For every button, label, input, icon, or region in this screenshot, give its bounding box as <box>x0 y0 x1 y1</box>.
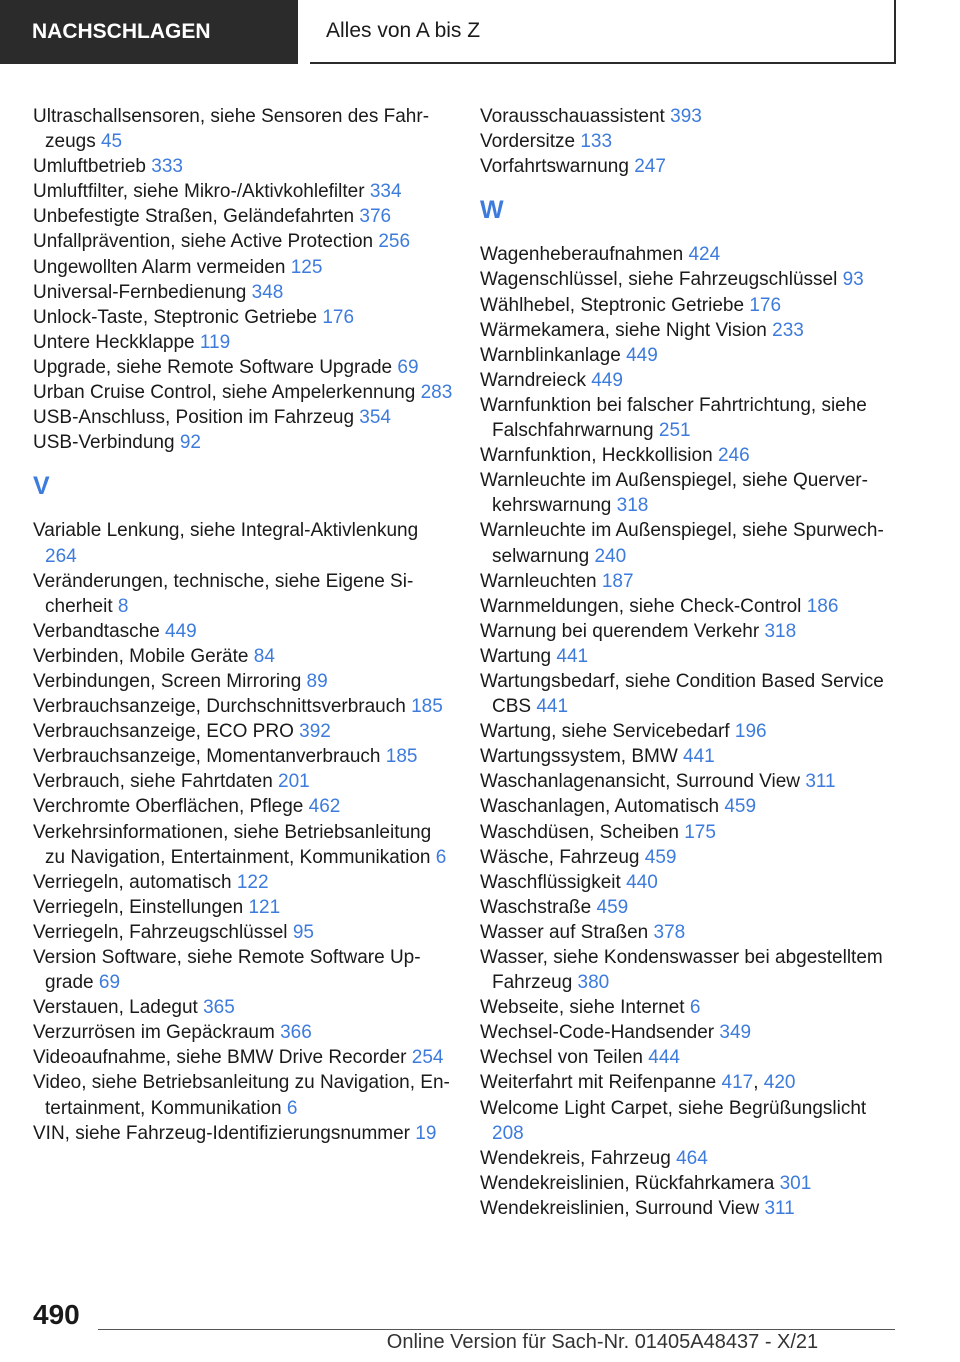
page-reference-link[interactable]: 365 <box>203 997 235 1019</box>
index-entry-text: Variable Lenkung, siehe Integral-Aktivlenkung <box>33 520 419 542</box>
page-reference-link[interactable]: 175 <box>684 821 716 843</box>
page-reference-link[interactable]: 196 <box>734 721 767 743</box>
index-entry <box>33 330 453 355</box>
page-reference-link[interactable]: 444 <box>648 1047 680 1069</box>
page-reference-link[interactable]: 440 <box>626 871 658 893</box>
page-reference-link[interactable]: 122 <box>236 871 269 893</box>
index-entry <box>33 518 453 568</box>
section-tab <box>0 0 298 64</box>
page-reference-link[interactable]: 45 <box>100 131 123 153</box>
index-entry <box>33 1070 453 1120</box>
index-entry <box>33 644 453 669</box>
page-reference-link[interactable]: 6 <box>435 846 447 868</box>
index-entry <box>33 870 453 895</box>
page-reference-link[interactable]: 449 <box>591 369 623 391</box>
page-reference-link[interactable]: 69 <box>397 356 419 378</box>
index-entry <box>33 229 453 254</box>
index-entry-text: Video, siehe Betriebsanleitung zu Navigation, Entertainment, Kommunikation <box>33 1072 450 1119</box>
index-entry-text: Untere Heckklappe <box>33 331 200 353</box>
index-entry <box>480 644 900 669</box>
page-reference-link[interactable]: 376 <box>359 206 392 228</box>
index-entry-text: Warnleuchte im Außenspiegel, siehe Spurwechselwarnung <box>480 520 884 567</box>
index-entry <box>33 920 453 945</box>
index-entry-text: Waschflüssigkeit <box>480 871 627 893</box>
page-reference-link[interactable]: 441 <box>536 696 569 718</box>
index-entry <box>33 619 453 644</box>
index-entry-text: Wendekreis, Fahrzeug <box>480 1147 677 1169</box>
page-reference-link[interactable]: 333 <box>151 156 183 178</box>
index-entry-text: Umluftbetrieb <box>33 156 152 178</box>
page-reference-link[interactable]: 89 <box>306 670 328 692</box>
index-entry <box>33 305 453 330</box>
index-column-right <box>480 104 900 1221</box>
index-entry-text: Wartungsbedarf, siehe Condition Based Service CBS <box>480 670 884 718</box>
index-letter-heading: V <box>33 472 50 501</box>
index-entry-text: Vordersitze <box>480 131 581 153</box>
index-entry-text: Verchromte Oberflächen, Pflege <box>33 796 309 818</box>
page-reference-link[interactable]: 176 <box>322 306 355 328</box>
page-reference-link[interactable]: 69 <box>98 972 121 994</box>
page-reference-link[interactable]: 449 <box>165 620 197 642</box>
index-entry <box>33 769 453 794</box>
page-reference-link[interactable]: 459 <box>596 896 629 918</box>
index-entry <box>33 280 453 305</box>
index-entry-text: Wendekreislinien, Rückfahrkamera <box>480 1172 780 1194</box>
index-entry-text: Waschstraße <box>480 896 597 918</box>
page-reference-link[interactable]: 349 <box>719 1022 752 1044</box>
index-entry-text: Veränderungen, technische, siehe Eigene Sicherheit <box>33 570 414 617</box>
page-reference-link[interactable]: 93 <box>842 269 864 291</box>
page-reference-link[interactable]: 185 <box>385 746 418 768</box>
page-reference-link[interactable]: 392 <box>299 721 331 743</box>
page-reference-link[interactable]: 420 <box>763 1072 796 1094</box>
index-entry <box>33 255 453 280</box>
index-entry <box>33 794 453 819</box>
index-entry-text: Ungewollten Alarm vermeiden <box>33 256 291 278</box>
page-separator: , <box>753 1072 764 1094</box>
index-entry <box>33 1020 453 1045</box>
index-entry-text: Vorfahrtswarnung <box>480 156 635 178</box>
page-reference-link[interactable]: 6 <box>286 1097 298 1119</box>
page-reference-link[interactable]: 6 <box>689 997 701 1019</box>
index-entry <box>33 154 453 179</box>
page-reference-link[interactable]: 256 <box>378 231 411 253</box>
index-entry <box>480 820 900 845</box>
index-entry-text: USB-Verbindung <box>33 432 180 454</box>
index-entry-text: Urban Cruise Control, siehe Ampelerkennung <box>33 382 421 404</box>
index-entry-text: Version Software, siehe Remote Software Upgrade <box>33 947 421 994</box>
index-entry <box>480 267 900 292</box>
page-reference-link[interactable]: 283 <box>420 382 453 404</box>
index-entry-text: Verbrauch, siehe Fahrtdaten <box>33 771 279 793</box>
index-entry-text: Weiterfahrt mit Reifenpanne <box>480 1072 722 1094</box>
page-reference-link[interactable]: 417 <box>721 1072 754 1094</box>
index-entry-text: Warnleuchte im Außenspiegel, siehe Querverkehrswarnung <box>480 470 868 517</box>
index-entry-text: Warndreieck <box>480 369 592 391</box>
index-entry-text: Verbrauchsanzeige, ECO PRO <box>33 721 300 743</box>
index-entry <box>480 518 900 568</box>
page-reference-link[interactable]: 354 <box>359 407 391 429</box>
index-entry <box>480 293 900 318</box>
index-entry <box>480 895 900 920</box>
page-number: 490 <box>33 1299 80 1330</box>
index-entry <box>480 104 900 129</box>
footer-online-version: Online Version für Sach-Nr. 01405A48437 - X/21 <box>386 1331 819 1353</box>
header-title-text: Alles von A bis Z <box>326 19 481 42</box>
index-entry <box>480 945 900 995</box>
page-reference-link[interactable]: 240 <box>594 545 627 567</box>
page-reference-link[interactable]: 464 <box>676 1147 708 1169</box>
index-entry-text: USB-Anschluss, Position im Fahrzeug <box>33 407 360 429</box>
page-reference-link[interactable]: 380 <box>577 972 610 994</box>
index-entry <box>480 129 900 154</box>
index-entry <box>33 1121 453 1146</box>
index-entry-text: Wasser, siehe Kondenswasser bei abgestelltem Fahrzeug <box>480 947 883 994</box>
page-reference-link[interactable]: 95 <box>292 921 314 943</box>
index-entry <box>480 1045 900 1070</box>
index-entry <box>480 744 900 769</box>
index-entry-text: Wagenschlüssel, siehe Fahrzeugschlüssel <box>480 269 843 291</box>
index-entry-text: Welcome Light Carpet, siehe Begrüßungslicht <box>480 1097 867 1119</box>
index-entry <box>480 594 900 619</box>
index-entry-text: Wäsche, Fahrzeug <box>480 846 645 868</box>
index-entry-text: Warnblinkanlage <box>480 344 627 366</box>
index-entry <box>33 204 453 229</box>
page-reference-link[interactable]: 84 <box>253 645 275 667</box>
index-entry <box>33 1045 453 1070</box>
index-entry-text: Warnmeldungen, siehe Check-Control <box>480 595 807 617</box>
page-reference-link[interactable]: 254 <box>411 1047 444 1069</box>
index-entry-text: Wechsel-Code-Handsender <box>480 1022 720 1044</box>
page-header-title <box>310 0 896 64</box>
index-entry <box>33 694 453 719</box>
footer-divider <box>98 1329 895 1330</box>
index-entry <box>33 179 453 204</box>
index-entry <box>480 154 900 179</box>
index-entry <box>480 845 900 870</box>
index-entry-text: Wagenheberaufnahmen <box>480 244 689 266</box>
index-entry <box>480 1146 900 1171</box>
index-entry <box>480 468 900 518</box>
page-reference-link[interactable]: 121 <box>248 896 281 918</box>
section-label: NACHSCHLAGEN <box>32 20 211 43</box>
index-entry <box>480 569 900 594</box>
page-reference-link[interactable]: 264 <box>45 545 77 567</box>
index-entry <box>480 1096 900 1146</box>
index-entry <box>480 1171 900 1196</box>
index-entry-text: Verriegeln, Einstellungen <box>33 896 249 918</box>
index-entry-text: Warnfunktion bei falscher Fahrtrichtung, siehe Falschfahrwarnung <box>480 394 867 442</box>
index-entry <box>480 669 900 719</box>
index-letter-heading: W <box>480 196 504 225</box>
index-entry <box>480 920 900 945</box>
page-reference-link[interactable]: 176 <box>749 294 782 316</box>
page-reference-link[interactable]: 393 <box>670 106 702 127</box>
index-entry-text: Wählhebel, Steptronic Getriebe <box>480 294 750 316</box>
page-reference-link[interactable]: 449 <box>626 344 658 366</box>
index-entry <box>480 1196 900 1221</box>
index-entry-text: Wartung <box>480 645 557 667</box>
index-entry <box>33 569 453 619</box>
page-reference-link[interactable]: 201 <box>278 771 310 793</box>
index-entry <box>480 769 900 794</box>
index-entry <box>480 719 900 744</box>
page-reference-link[interactable]: 133 <box>580 131 613 153</box>
index-entry-text: Universal-Fernbedienung <box>33 281 252 303</box>
index-entry <box>33 719 453 744</box>
index-entry-text: Verbrauchsanzeige, Durchschnittsverbrauch <box>33 696 412 718</box>
page-reference-link[interactable]: 348 <box>251 281 284 303</box>
page-reference-link[interactable]: 311 <box>764 1197 795 1219</box>
index-entry <box>33 104 453 154</box>
index-entry-text: Umluftfilter, siehe Mikro-/Aktivkohlefilter <box>33 181 370 203</box>
index-entry-text: VIN, siehe Fahrzeug-Identifizierungsnummer <box>33 1122 416 1144</box>
page-reference-link[interactable]: 8 <box>117 595 129 617</box>
index-entry-text: Wendekreislinien, Surround View <box>480 1197 765 1219</box>
index-entry-text: Verbandtasche <box>33 620 166 642</box>
page-reference-link[interactable]: 92 <box>179 432 201 454</box>
page-reference-link[interactable]: 366 <box>280 1022 312 1044</box>
index-entry-text: Verstauen, Ladegut <box>33 997 204 1019</box>
index-entry-text: Unlock-Taste, Steptronic Getriebe <box>33 306 323 328</box>
page-reference-link[interactable]: 186 <box>806 595 839 617</box>
index-column-left <box>33 104 453 1146</box>
page-reference-link[interactable]: 119 <box>199 331 231 353</box>
index-entry-text: Webseite, siehe Internet <box>480 997 690 1019</box>
index-entry <box>480 242 900 267</box>
index-entry <box>480 368 900 393</box>
index-entry-text: Waschanlagenansicht, Surround View <box>480 771 806 793</box>
index-entry-text: Wartungssystem, BMW <box>480 746 684 768</box>
page-reference-link[interactable]: 125 <box>290 256 323 278</box>
index-entry-text: Warnleuchten <box>480 570 602 592</box>
page-reference-link[interactable]: 462 <box>308 796 341 818</box>
page-reference-link[interactable]: 246 <box>717 445 750 467</box>
index-entry <box>33 744 453 769</box>
index-entry <box>33 820 453 870</box>
index-entry-text: Warnung bei querendem Verkehr <box>480 620 765 642</box>
page-reference-link[interactable]: 301 <box>779 1172 812 1194</box>
page-reference-link[interactable]: 441 <box>556 645 589 667</box>
page-reference-link[interactable]: 19 <box>415 1122 437 1144</box>
index-entry <box>33 405 453 430</box>
index-entry-text: Waschdüsen, Scheiben <box>480 821 685 843</box>
page-reference-link[interactable]: 187 <box>601 570 634 592</box>
page-reference-link[interactable]: 441 <box>683 746 715 768</box>
index-entry <box>480 870 900 895</box>
page-reference-link[interactable]: 459 <box>724 796 757 818</box>
index-entry <box>33 895 453 920</box>
page-reference-link[interactable]: 208 <box>492 1122 524 1144</box>
page-reference-link[interactable]: 318 <box>764 620 797 642</box>
index-entry <box>480 318 900 343</box>
page-reference-link[interactable]: 424 <box>688 244 721 266</box>
index-entry-text: Verbrauchsanzeige, Momentanverbrauch <box>33 746 386 768</box>
page-reference-link[interactable]: 378 <box>653 921 686 943</box>
page-reference-link[interactable]: 251 <box>658 420 691 442</box>
index-entry-text: Verriegeln, automatisch <box>33 871 237 893</box>
index-entry-text: Wasser auf Straßen <box>480 921 654 943</box>
index-entry <box>33 430 453 455</box>
index-entry <box>480 443 900 468</box>
index-entry-text: Ultraschallsensoren, siehe Sensoren des Fahrzeugs <box>33 106 430 153</box>
index-entry <box>480 393 900 443</box>
page-reference-link[interactable]: 334 <box>369 181 402 203</box>
page-reference-link[interactable]: 459 <box>644 846 677 868</box>
index-entry-text: Verriegeln, Fahrzeugschlüssel <box>33 921 293 943</box>
index-entry-text: Verbindungen, Screen Mirroring <box>33 670 307 692</box>
page-reference-link[interactable]: 185 <box>411 696 443 718</box>
index-entry-text: Wärmekamera, siehe Night Vision <box>480 319 773 341</box>
index-entry-text: Waschanlagen, Automatisch <box>480 796 725 818</box>
index-entry <box>480 619 900 644</box>
page-reference-link[interactable]: 318 <box>616 495 649 517</box>
index-entry-text: Unfallprävention, siehe Active Protection <box>33 231 379 253</box>
index-entry <box>480 343 900 368</box>
page-reference-link[interactable]: 311 <box>805 771 836 793</box>
index-entry-text: Wechsel von Teilen <box>480 1047 649 1069</box>
index-entry <box>33 355 453 380</box>
index-entry <box>480 995 900 1020</box>
index-entry-text: Verbinden, Mobile Geräte <box>33 645 254 667</box>
index-entry-text: Upgrade, siehe Remote Software Upgrade <box>33 356 398 378</box>
index-entry <box>33 669 453 694</box>
index-entry <box>480 794 900 819</box>
index-entry <box>480 1020 900 1045</box>
index-entry <box>480 1070 900 1095</box>
index-entry-text: Vorausschauassistent <box>480 106 671 127</box>
index-entry-text: Verkehrsinformationen, siehe Betriebsanleitung zu Navigation, Entertainment, Kommunikation <box>33 821 436 868</box>
index-entry <box>33 945 453 995</box>
index-entry-text: Unbefestigte Straßen, Geländefahrten <box>33 206 360 228</box>
index-entry-text: Warnfunktion, Heckkollision <box>480 445 718 467</box>
index-entry-text: Videoaufnahme, siehe BMW Drive Recorder <box>33 1047 412 1069</box>
page-reference-link[interactable]: 247 <box>634 156 666 178</box>
index-entry-text: Wartung, siehe Servicebedarf <box>480 721 735 743</box>
index-entry <box>33 380 453 405</box>
index-entry-text: Verzurrösen im Gepäckraum <box>33 1022 281 1044</box>
index-entry <box>33 995 453 1020</box>
page-reference-link[interactable]: 233 <box>772 319 804 341</box>
